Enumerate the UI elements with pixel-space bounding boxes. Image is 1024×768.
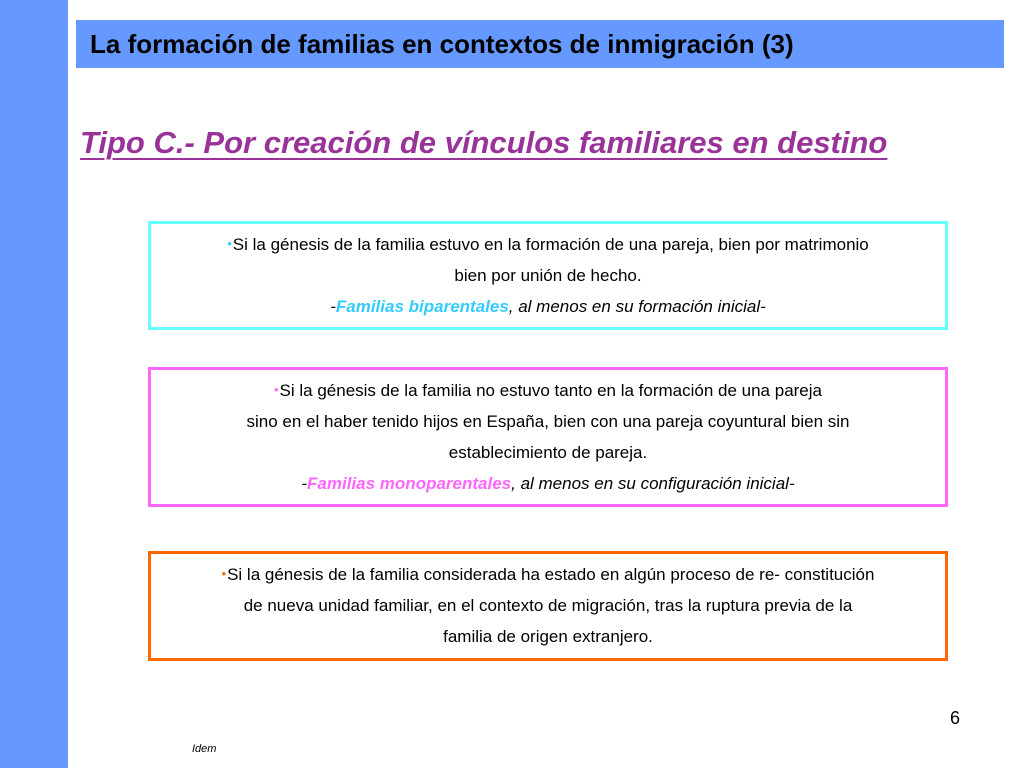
box-line: [151, 228, 945, 260]
slide-title: La formación de familias en contextos de inmigración (3): [90, 29, 794, 59]
box-line: establecimiento de pareja.: [448, 443, 648, 462]
box-text: Si la génesis de la familia estuvo en la formación de una pareja, bien por matrimonio: [232, 235, 869, 254]
box-text: , al menos en su formación inicial-: [508, 297, 766, 316]
bullet-icon: •: [221, 566, 227, 581]
highlight-term: Familias biparentales: [335, 297, 509, 316]
bullet-icon: •: [273, 382, 279, 397]
box-line: bien por unión de hecho.: [454, 266, 642, 285]
box-text: Si la génesis de la familia considerada ha estado en algún proceso de re- constitución: [227, 565, 875, 584]
box-text: -: [301, 474, 308, 493]
footnote: Idem: [192, 743, 217, 755]
page-number: 6: [950, 708, 961, 728]
box-line: [151, 374, 945, 406]
box-line: familia de origen extranjero.: [443, 627, 653, 646]
box-line: [151, 558, 945, 590]
slide-subtitle: Tipo C.- Por creación de vínculos familiares en destino: [80, 125, 888, 160]
box-line: de nueva unidad familiar, en el contexto de migración, tras la ruptura previa de la: [243, 596, 853, 615]
info-box-monoparental: [148, 367, 948, 507]
box-text: -: [330, 297, 336, 316]
box-line: [151, 468, 945, 499]
highlight-term: Familias monoparentales: [307, 474, 512, 493]
box-text: Si la génesis de la familia no estuvo tanto en la formación de una pareja: [279, 381, 822, 400]
box-text: , al menos en su configuración inicial-: [511, 474, 795, 493]
box-line: sino en el haber tenido hijos en España, bien con una pareja coyuntural bien sin: [246, 412, 850, 431]
box-line: [151, 291, 945, 322]
left-accent-bar: [0, 0, 68, 768]
bullet-icon: •: [227, 236, 232, 251]
info-box-biparental: [148, 221, 948, 330]
info-box-reconstitution: [148, 551, 948, 661]
title-banner: [76, 20, 1004, 68]
